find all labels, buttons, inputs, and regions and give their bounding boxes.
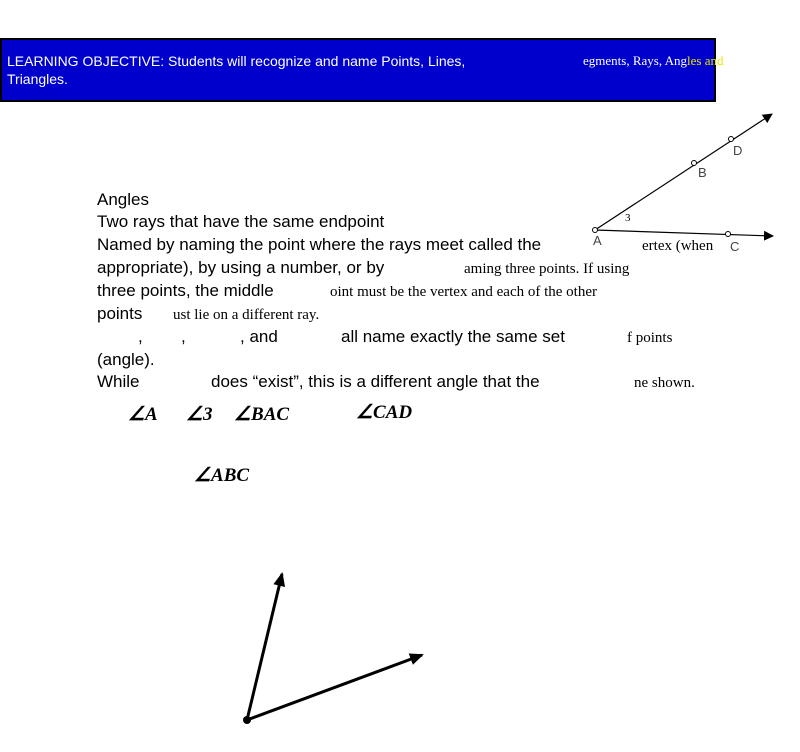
definition-line-1: Two rays that have the same endpoint bbox=[97, 212, 385, 231]
while-word: While bbox=[97, 372, 140, 391]
point-c bbox=[726, 232, 731, 237]
objective-line-1: LEARNING OBJECTIVE: Students will recognize and name Points, Lines, bbox=[7, 53, 466, 69]
definition-line-5-tail: ust lie on a different ray. bbox=[173, 307, 320, 323]
label-c: C bbox=[730, 239, 740, 254]
angle-name-cad: ∠CAD bbox=[356, 402, 413, 423]
angle-name-abc: ∠ABC bbox=[194, 465, 250, 486]
bold-vertex bbox=[243, 716, 251, 724]
angle-name-bac: ∠BAC bbox=[234, 404, 290, 425]
list-and: , and bbox=[240, 327, 278, 346]
label-d: D bbox=[733, 143, 743, 158]
objective-line-2: Triangles. bbox=[7, 71, 68, 87]
ray-ad bbox=[595, 114, 772, 230]
definition-line-2: Named by naming the point where the rays meet called the bbox=[97, 235, 542, 254]
bold-ray-right bbox=[247, 655, 422, 720]
list-text: all name exactly the same set bbox=[341, 327, 565, 346]
definition-line-3-tail: aming three points. If using bbox=[464, 261, 630, 277]
objective-serif-white: egments, Rays, Ang bbox=[583, 53, 687, 68]
definition-line-5: points bbox=[97, 304, 143, 323]
list-tail: f points bbox=[627, 330, 673, 346]
bold-angle-diagram bbox=[243, 574, 422, 724]
list-comma-2: , bbox=[181, 327, 186, 346]
label-a: A bbox=[593, 233, 602, 248]
definition-line-4: three points, the middle bbox=[97, 281, 274, 300]
definition-line-4-tail: oint must be the vertex and each of the other bbox=[330, 284, 597, 300]
angle-name-3: ∠3 bbox=[186, 404, 213, 425]
heading-angles: Angles bbox=[97, 190, 149, 209]
point-b bbox=[692, 161, 697, 166]
definition-line-3: appropriate), by using a number, or by bbox=[97, 258, 385, 277]
label-b: B bbox=[698, 165, 707, 180]
list-comma-1: , bbox=[138, 327, 143, 346]
label-3: 3 bbox=[625, 212, 631, 224]
bold-ray-up bbox=[247, 574, 282, 720]
objective-serif-yellow: les and bbox=[687, 53, 724, 68]
point-a bbox=[593, 228, 598, 233]
definition-line-2-tail: ertex (when bbox=[642, 238, 714, 254]
ray-ac bbox=[595, 230, 773, 236]
exist-tail: ne shown. bbox=[634, 375, 695, 391]
angle-name-a: ∠A bbox=[128, 404, 158, 425]
angle-diagram bbox=[593, 114, 774, 254]
angle-word: (angle). bbox=[97, 350, 155, 369]
point-d bbox=[729, 137, 734, 142]
exist-text: does “exist”, this is a different angle that the bbox=[211, 372, 540, 391]
